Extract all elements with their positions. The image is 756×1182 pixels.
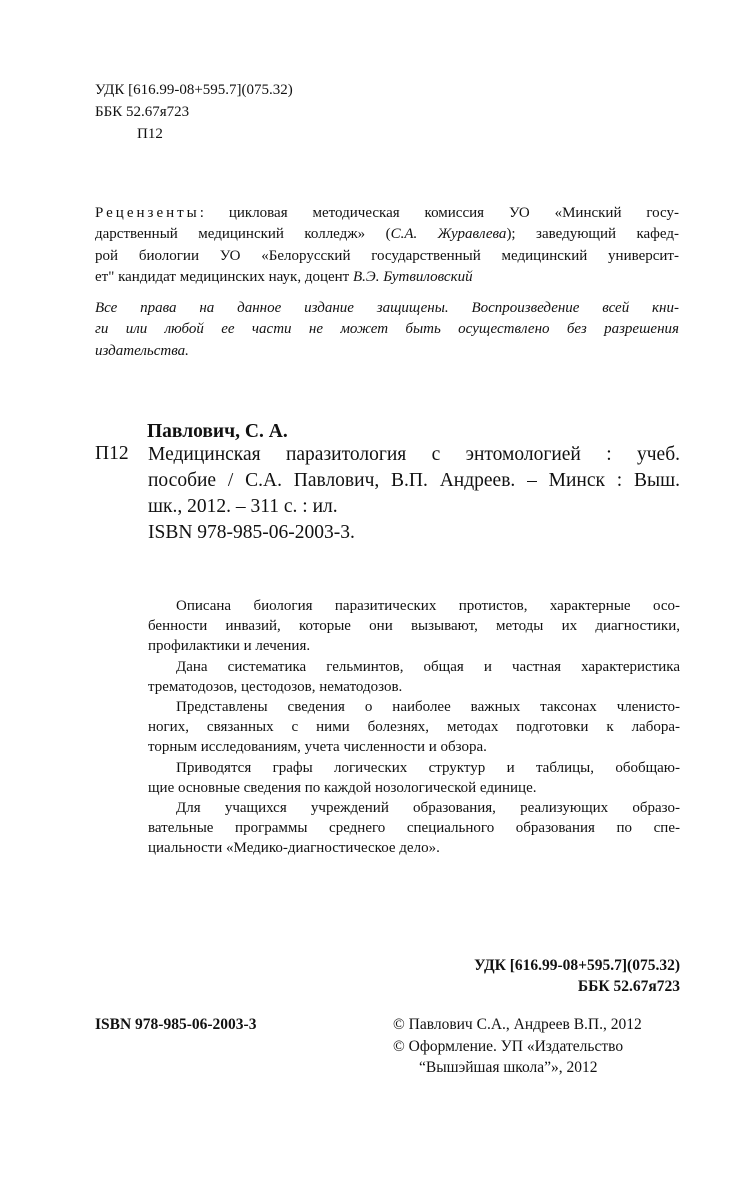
bibliographic-description bbox=[148, 442, 680, 546]
reviewers-line: ет" кандидат медицинских наук, доцент В.Э. Бутвиловский bbox=[95, 268, 473, 285]
footer-codes bbox=[474, 955, 680, 997]
reviewer-name: С.А. Журавлева bbox=[390, 226, 507, 243]
abstract-line: циальности «Медико-диагностическое дело». bbox=[148, 840, 440, 857]
reviewers-line: рой биологии УО «Белорусский государственный медицинский университ- bbox=[95, 247, 679, 264]
footer-isbn: ISBN 978-985-06-2003-3 bbox=[95, 1016, 257, 1033]
footer-bbk: ББК 52.67я723 bbox=[577, 978, 680, 995]
biblio-line: шк., 2012. – 311 с. : ил. bbox=[148, 496, 338, 517]
reviewers-line: Рецензенты: цикловая методическая комиссия УО «Минский госу- bbox=[95, 205, 679, 221]
rights-line: ги или любой ее части не может быть осуществлено без разрешения bbox=[95, 321, 679, 338]
rights-notice bbox=[95, 298, 679, 362]
author-cipher: П12 bbox=[137, 126, 163, 142]
footer-udk: УДК [616.99-08+595.7](075.32) bbox=[474, 957, 680, 974]
rights-line: издательства. bbox=[95, 342, 189, 359]
biblio-line: пособие / С.А. Павлович, В.П. Андреев. – Минск : Выш. bbox=[148, 470, 680, 491]
abstract-line: вательные программы среднего специального образования по спе- bbox=[148, 820, 680, 837]
copyright-line: “Вышэйшая школа”», 2012 bbox=[419, 1059, 598, 1076]
reviewers-label: Рецензенты bbox=[95, 205, 200, 221]
udk-code: УДК [616.99-08+595.7](075.32) bbox=[95, 82, 293, 98]
reviewers-line: дарственный медицинский колледж» (С.А. Журавлева); заведующий кафед- bbox=[95, 226, 679, 243]
copyright-line: © Оформление. УП «Издательство bbox=[393, 1037, 624, 1055]
abstract bbox=[148, 596, 680, 859]
abstract-line: торным исследованиям, учета численности и обзора. bbox=[148, 739, 487, 756]
isbn-line: ISBN 978-985-06-2003-3. bbox=[148, 522, 355, 543]
author-heading: Павлович, С. А. bbox=[147, 421, 288, 442]
copyright-line: © Павлович С.А., Андреев В.П., 2012 bbox=[393, 1016, 642, 1033]
abstract-line: Описана биология паразитических протистов, характерные осо- bbox=[176, 598, 680, 614]
rights-line: Все права на данное издание защищены. Воспроизведение всей кни- bbox=[95, 300, 679, 316]
classification-codes bbox=[95, 79, 293, 145]
abstract-line: ногих, связанных с ними болезнях, методах подготовки к лабора- bbox=[148, 719, 680, 736]
reviewers-paragraph bbox=[95, 203, 679, 288]
copyright-block bbox=[393, 1014, 642, 1079]
biblio-line: Медицинская паразитология с энтомологией : учеб. bbox=[148, 444, 680, 465]
abstract-line: Дана систематика гельминтов, общая и частная характеристика bbox=[176, 658, 680, 675]
abstract-line: профилактики и лечения. bbox=[148, 638, 311, 655]
bbk-code: ББК 52.67я723 bbox=[95, 104, 190, 120]
abstract-line: щие основные сведения по каждой нозологической единице. bbox=[148, 779, 537, 796]
abstract-line: Приводятся графы логических структур и таблицы, обобщаю- bbox=[176, 759, 680, 776]
abstract-line: трематодозов, цестодозов, нематодозов. bbox=[148, 678, 403, 695]
abstract-line: Представлены сведения о наиболее важных таксонах членисто- bbox=[176, 699, 680, 716]
bibliographic-cipher: П12 bbox=[95, 443, 129, 464]
abstract-line: Для учащихся учреждений образования, реализующих образо- bbox=[176, 800, 680, 817]
reviewer-name: В.Э. Бутвиловский bbox=[352, 268, 473, 285]
abstract-line: бенности инвазий, которые они вызывают, методы их диагностики, bbox=[148, 618, 680, 635]
